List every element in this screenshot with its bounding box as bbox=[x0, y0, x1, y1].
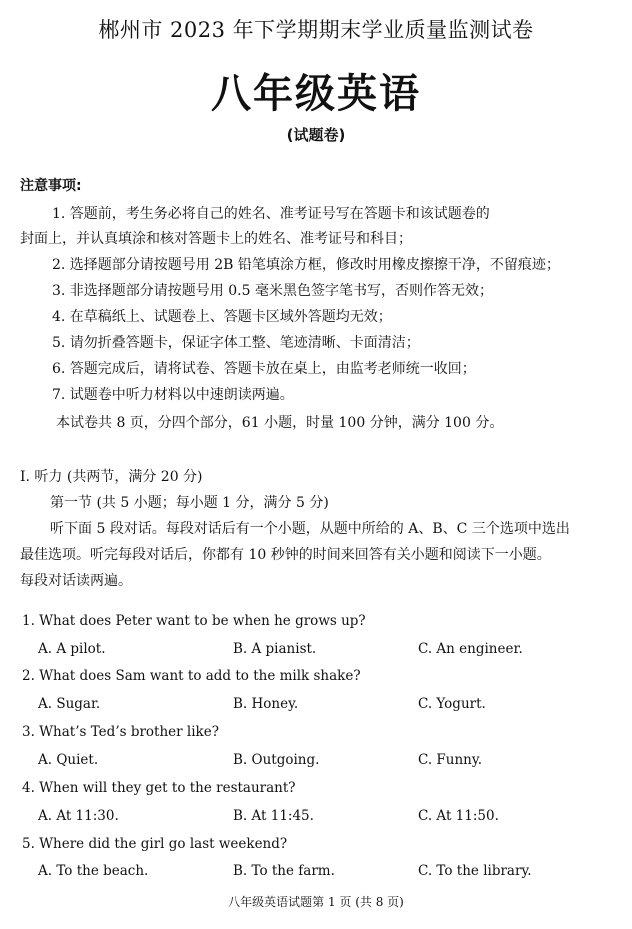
note-line: 6. 答题完成后，请将试卷、答题卡放在桌上，由监考老师统一收回； bbox=[52, 361, 476, 377]
option-a: A. Quiet. bbox=[38, 752, 99, 768]
option-b: B. Honey. bbox=[233, 696, 299, 712]
question-stem: 5. Where did the girl go last weekend? bbox=[22, 836, 288, 852]
note-line: 7. 试题卷中听力材料以中速朗读两遍。 bbox=[52, 387, 294, 403]
question-stem: 3. What’s Ted’s brother like? bbox=[22, 724, 219, 740]
note-line: 2. 选择题部分请按题号用 2B 铅笔填涂方框，修改时用橡皮擦擦干净，不留痕迹； bbox=[52, 257, 560, 273]
question-stem: 4. When will they get to the restaurant? bbox=[22, 780, 296, 796]
subject-title: 八年级英语 bbox=[211, 71, 421, 117]
option-b: B. At 11:45. bbox=[233, 808, 314, 824]
note-line: 1. 答题前，考生务必将自己的姓名、准考证号写在答题卡和该试题卷的 bbox=[52, 206, 490, 222]
section-heading: 第一节 (共 5 小题；每小题 1 分，满分 5 分) bbox=[50, 495, 329, 511]
option-c: C. Yogurt. bbox=[418, 696, 486, 712]
question-stem: 2. What does Sam want to add to the milk shake? bbox=[22, 668, 361, 684]
option-c: C. Funny. bbox=[418, 752, 483, 768]
option-a: A. Sugar. bbox=[38, 696, 101, 712]
option-a: A. A pilot. bbox=[38, 641, 106, 657]
note-line: 3. 非选择题部分请按题号用 0.5 毫米黑色签字笔书写，否则作答无效； bbox=[52, 283, 493, 299]
page-footer: 八年级英语试题第 1 页 (共 8 页) bbox=[228, 895, 404, 909]
paper-summary: 本试卷共 8 页，分四个部分，61 小题，时量 100 分钟，满分 100 分。 bbox=[56, 415, 504, 431]
option-c: C. To the library. bbox=[418, 863, 532, 879]
notes-heading: 注意事项: bbox=[20, 178, 82, 194]
note-line: 封面上，并认真填涂和核对答题卡上的姓名、准考证号和科目； bbox=[20, 231, 412, 247]
instruction-line: 每段对话读两遍。 bbox=[20, 573, 132, 589]
part-heading: Ⅰ. 听力 (共两节，满分 20 分) bbox=[20, 469, 203, 485]
option-b: B. Outgoing. bbox=[233, 752, 320, 768]
option-b: B. A pianist. bbox=[233, 641, 317, 657]
instruction-line: 听下面 5 段对话。每段对话后有一个小题，从题中所给的 A、B、C 三个选项中选出 bbox=[50, 521, 570, 537]
note-line: 5. 请勿折叠答题卡，保证字体工整、笔迹清晰、卡面清洁； bbox=[52, 335, 420, 351]
note-line: 4. 在草稿纸上、试题卷上、答题卡区域外答题均无效； bbox=[52, 309, 392, 325]
instruction-line: 最佳选项。听完每段对话后，你都有 10 秒钟的时间来回答有关小题和阅读下一小题。 bbox=[20, 547, 551, 563]
option-b: B. To the farm. bbox=[233, 863, 335, 879]
option-c: C. At 11:50. bbox=[418, 808, 499, 824]
paper-type: (试题卷) bbox=[286, 126, 346, 144]
option-a: A. At 11:30. bbox=[38, 808, 119, 824]
option-c: C. An engineer. bbox=[418, 641, 523, 657]
exam-title: 郴州市 2023 年下学期期末学业质量监测试卷 bbox=[98, 18, 534, 42]
option-a: A. To the beach. bbox=[38, 863, 149, 879]
question-stem: 1. What does Peter want to be when he grows up? bbox=[22, 613, 366, 629]
